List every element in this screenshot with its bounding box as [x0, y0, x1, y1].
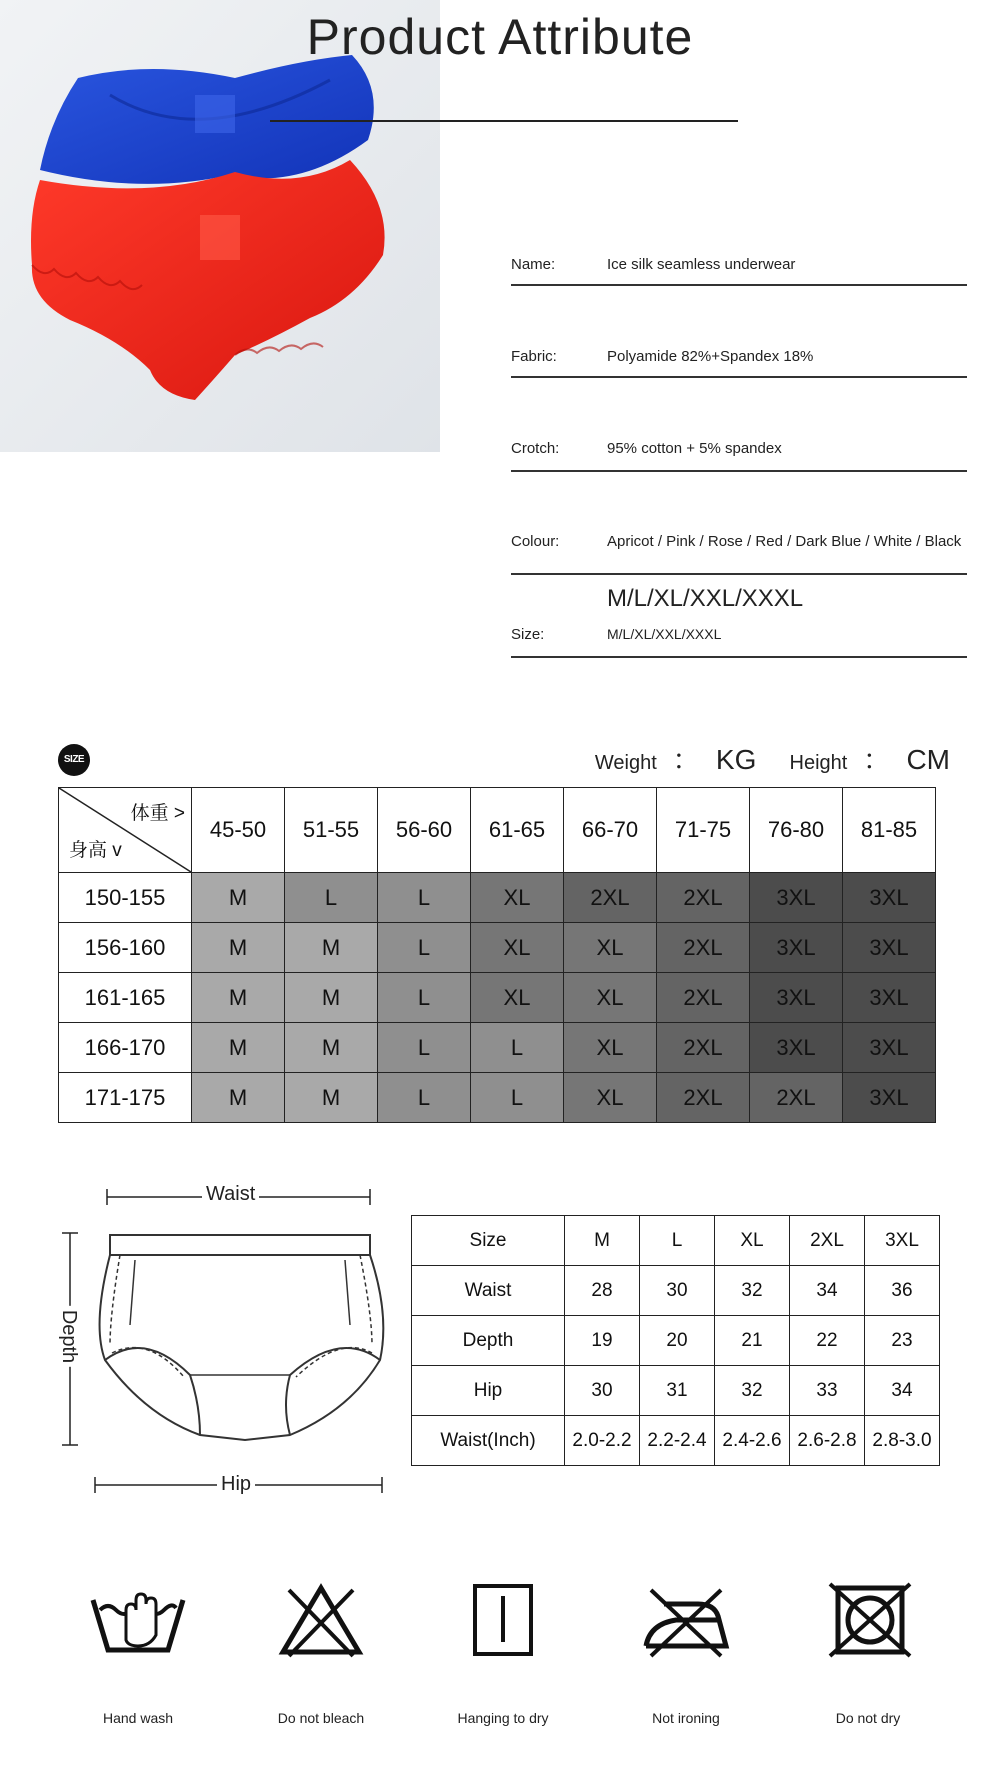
size-recommendation-table: [58, 787, 936, 1123]
attr-divider: [511, 376, 967, 378]
table-row: [412, 1316, 940, 1366]
spec-cell: 33: [790, 1366, 865, 1416]
weight-col-header: 76-80: [750, 788, 843, 873]
size-cell: M: [285, 973, 378, 1023]
attr-colour-value: Apricot / Pink / Rose / Red / Dark Blue / White / Black: [607, 533, 962, 550]
table-header-row: [412, 1216, 940, 1266]
spec-cell: 2.4-2.6: [715, 1416, 790, 1466]
spec-header-cell: M: [565, 1216, 640, 1266]
size-cell: 2XL: [657, 873, 750, 923]
do-not-tumble-dry-icon: [793, 1580, 943, 1660]
size-cell: 3XL: [843, 1023, 936, 1073]
weight-col-header: 45-50: [192, 788, 285, 873]
spec-cell: 34: [865, 1366, 940, 1416]
attr-divider: [511, 573, 967, 575]
size-cell: XL: [564, 1023, 657, 1073]
size-cell: XL: [564, 1073, 657, 1123]
size-cell: 2XL: [657, 1023, 750, 1073]
size-cell: M: [285, 1023, 378, 1073]
size-cell: XL: [471, 973, 564, 1023]
spec-cell: 21: [715, 1316, 790, 1366]
size-cell: XL: [471, 873, 564, 923]
spec-cell: 2.0-2.2: [565, 1416, 640, 1466]
attr-divider: [511, 656, 967, 658]
spec-cell: 32: [715, 1266, 790, 1316]
corner-weight-label: 体重 >: [130, 803, 185, 824]
table-header-row: [59, 788, 936, 873]
spec-cell: 34: [790, 1266, 865, 1316]
waist-dimension-label: Waist: [202, 1183, 259, 1206]
size-cell: 3XL: [750, 923, 843, 973]
size-cell: 2XL: [564, 873, 657, 923]
size-cell: L: [378, 873, 471, 923]
weight-col-header: 81-85: [843, 788, 936, 873]
size-cell: XL: [564, 973, 657, 1023]
size-cell: M: [285, 923, 378, 973]
size-cell: 3XL: [750, 973, 843, 1023]
size-cell: M: [192, 973, 285, 1023]
spec-cell: 23: [865, 1316, 940, 1366]
size-cell: M: [285, 1073, 378, 1123]
size-cell: XL: [564, 923, 657, 973]
height-colon: ：: [862, 744, 891, 775]
table-row: [412, 1416, 940, 1466]
height-row-header: 171-175: [59, 1073, 192, 1123]
size-spec-table: [411, 1215, 940, 1466]
size-cell: 3XL: [843, 1073, 936, 1123]
attr-fabric-label: Fabric:: [511, 348, 557, 365]
size-cell: L: [378, 1073, 471, 1123]
hip-dimension-label: Hip: [217, 1473, 255, 1496]
spec-cell: 19: [565, 1316, 640, 1366]
size-cell: 2XL: [657, 1073, 750, 1123]
size-cell: L: [471, 1073, 564, 1123]
spec-cell: 32: [715, 1366, 790, 1416]
height-row-header: 150-155: [59, 873, 192, 923]
hang-dry-icon: [428, 1580, 578, 1660]
size-cell: 3XL: [843, 973, 936, 1023]
size-badge-icon: SIZE: [58, 744, 90, 776]
hand-wash-icon: [63, 1580, 213, 1660]
weight-col-header: 61-65: [471, 788, 564, 873]
size-cell: 3XL: [750, 873, 843, 923]
spec-row-label: Depth: [412, 1316, 565, 1366]
attr-crotch-label: Crotch:: [511, 440, 560, 457]
corner-cell: [59, 788, 192, 873]
weight-col-header: 66-70: [564, 788, 657, 873]
size-cell: M: [192, 923, 285, 973]
do-not-iron-icon: [611, 1580, 761, 1660]
spec-cell: 31: [640, 1366, 715, 1416]
spec-row-label: Waist(Inch): [412, 1416, 565, 1466]
spec-header-cell: L: [640, 1216, 715, 1266]
spec-cell: 2.6-2.8: [790, 1416, 865, 1466]
attr-fabric-value: Polyamide 82%+Spandex 18%: [607, 348, 814, 365]
spec-cell: 20: [640, 1316, 715, 1366]
measurement-diagram: [50, 1185, 400, 1495]
size-cell: 2XL: [750, 1073, 843, 1123]
spec-cell: 22: [790, 1316, 865, 1366]
height-row-header: 161-165: [59, 973, 192, 1023]
spec-cell: 30: [640, 1266, 715, 1316]
spec-header-cell: XL: [715, 1216, 790, 1266]
title-divider: [270, 120, 738, 122]
table-row: [59, 923, 936, 973]
size-cell: M: [192, 1023, 285, 1073]
spec-header-cell: 2XL: [790, 1216, 865, 1266]
height-label: Height: [789, 752, 848, 774]
briefs-outline-icon: [50, 1185, 400, 1495]
size-cell: 3XL: [843, 923, 936, 973]
weight-label: Weight: [594, 752, 657, 774]
table-row: [59, 873, 936, 923]
spec-cell: 2.8-3.0: [865, 1416, 940, 1466]
weight-col-header: 71-75: [657, 788, 750, 873]
spec-cell: 36: [865, 1266, 940, 1316]
attr-name-label: Name:: [511, 256, 556, 273]
size-cell: L: [378, 923, 471, 973]
size-cell: L: [285, 873, 378, 923]
weight-unit: KG: [715, 744, 757, 775]
spec-row-label: Waist: [412, 1266, 565, 1316]
height-row-header: 156-160: [59, 923, 192, 973]
units-legend: [595, 738, 950, 778]
size-cell: XL: [471, 923, 564, 973]
table-row: [412, 1366, 940, 1416]
attr-divider: [511, 284, 967, 286]
attr-divider: [511, 470, 967, 472]
size-cell: 3XL: [843, 873, 936, 923]
attr-size-label: Size:: [511, 626, 545, 643]
attr-size-value: M/L/XL/XXL/XXXL: [607, 626, 722, 642]
table-row: [59, 1023, 936, 1073]
height-unit: CM: [906, 744, 950, 775]
care-label: Hanging to dry: [457, 1710, 549, 1726]
table-row: [412, 1266, 940, 1316]
weight-col-header: 51-55: [285, 788, 378, 873]
attr-size-display: M/L/XL/XXL/XXXL: [607, 585, 804, 612]
height-row-header: 166-170: [59, 1023, 192, 1073]
care-label: Do not bleach: [277, 1710, 365, 1726]
spec-cell: 2.2-2.4: [640, 1416, 715, 1466]
table-row: [59, 1073, 936, 1123]
weight-colon: ：: [672, 744, 701, 775]
do-not-bleach-icon: [246, 1580, 396, 1660]
corner-height-label: 身高 v: [69, 840, 122, 861]
spec-header-cell: 3XL: [865, 1216, 940, 1266]
care-label: Not ironing: [652, 1710, 720, 1726]
table-row: [59, 973, 936, 1023]
care-label: Hand wash: [102, 1710, 174, 1726]
attr-colour-label: Colour:: [511, 533, 560, 550]
size-cell: L: [378, 973, 471, 1023]
size-cell: L: [378, 1023, 471, 1073]
attr-name-value: Ice silk seamless underwear: [607, 256, 796, 273]
spec-row-label: Hip: [412, 1366, 565, 1416]
spec-cell: 28: [565, 1266, 640, 1316]
page-title: Product Attribute: [306, 9, 694, 65]
product-photo: [0, 0, 440, 452]
size-cell: M: [192, 1073, 285, 1123]
spec-cell: 30: [565, 1366, 640, 1416]
attr-crotch-value: 95% cotton + 5% spandex: [607, 440, 782, 457]
care-label: Do not dry: [835, 1710, 901, 1726]
depth-dimension-label: Depth: [57, 1306, 80, 1367]
size-cell: M: [192, 873, 285, 923]
size-cell: 2XL: [657, 923, 750, 973]
spec-header-size: Size: [412, 1216, 565, 1266]
size-cell: L: [471, 1023, 564, 1073]
size-cell: 3XL: [750, 1023, 843, 1073]
size-cell: 2XL: [657, 973, 750, 1023]
weight-col-header: 56-60: [378, 788, 471, 873]
